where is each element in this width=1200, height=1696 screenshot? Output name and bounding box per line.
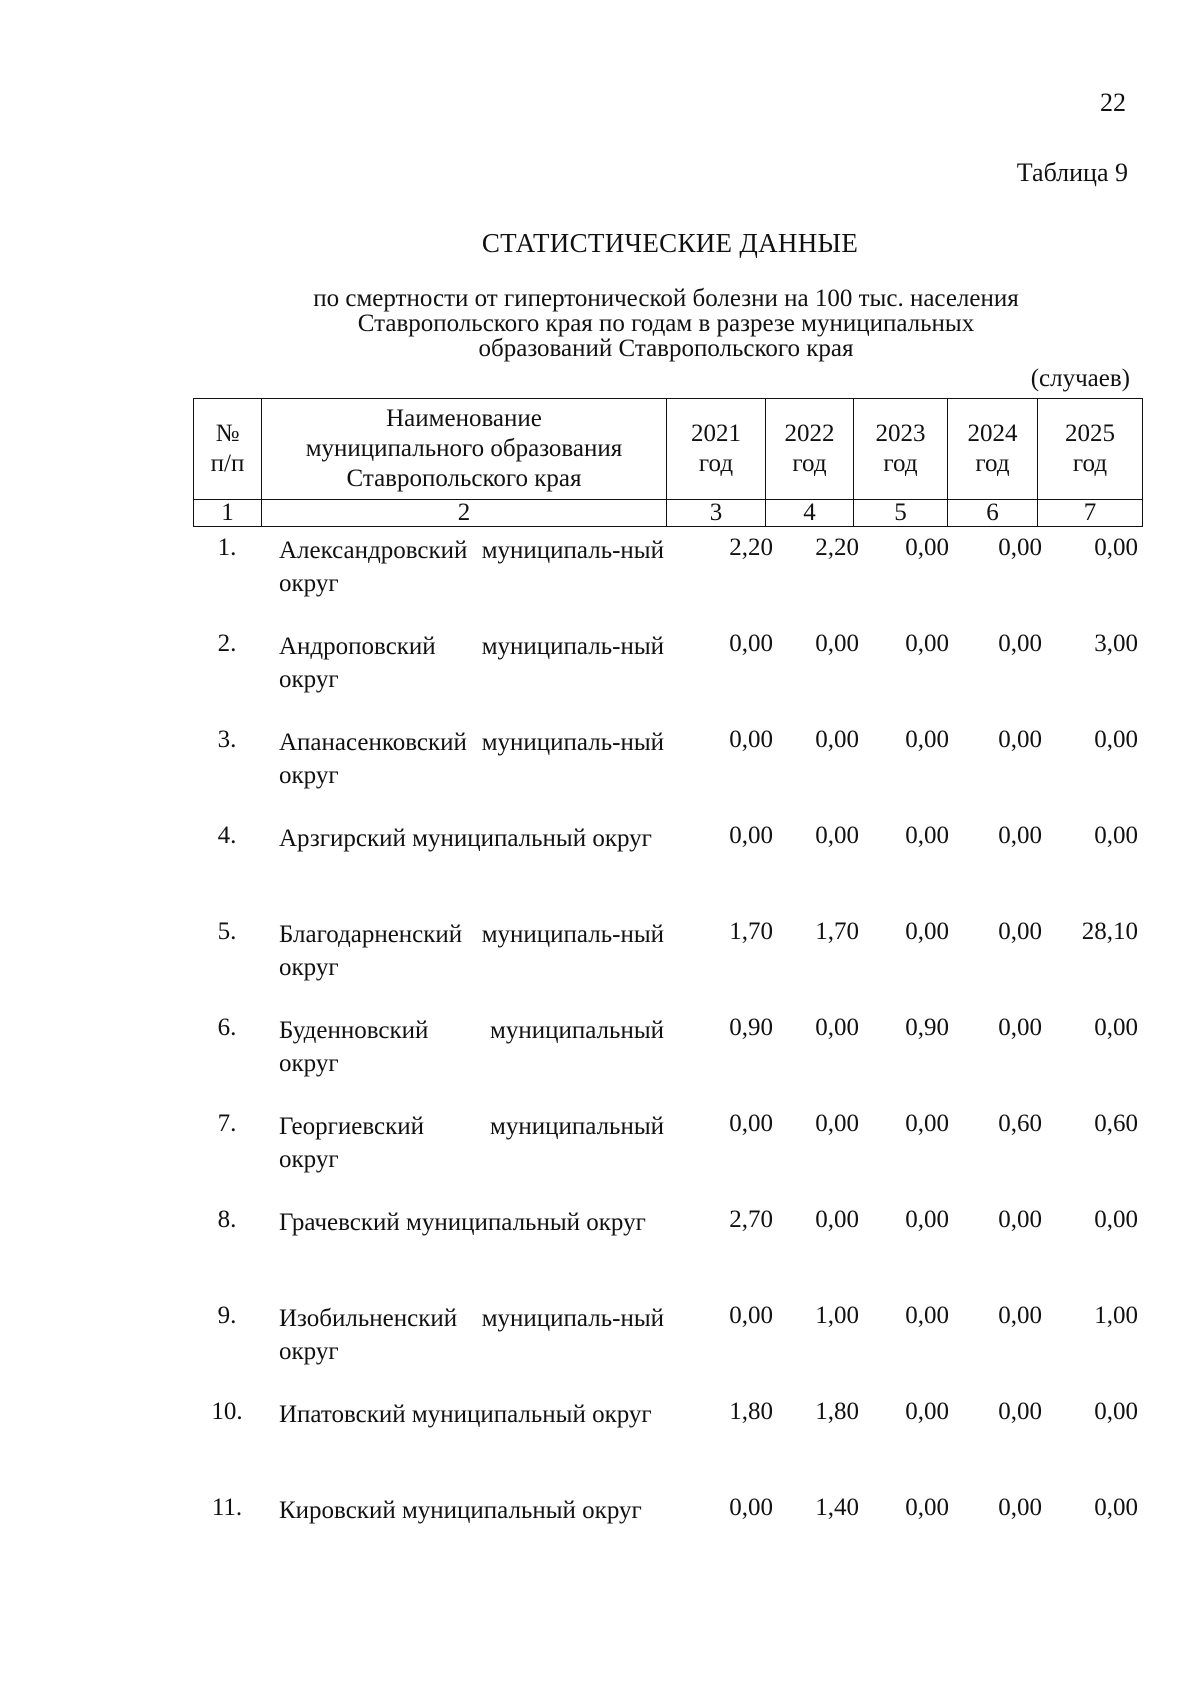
header-year-col: [1038, 399, 1143, 500]
value-2024: 0,00: [998, 630, 1042, 657]
subtitle-line: образований Ставропольского края: [478, 335, 854, 362]
municipality-name: Ипатовский муниципальный округ: [279, 1401, 652, 1428]
value-2021: 2,70: [729, 1206, 773, 1233]
value-2022: 0,00: [815, 1206, 859, 1233]
value-2025: 28,10: [1081, 918, 1138, 945]
value-2025: 0,60: [1094, 1110, 1138, 1137]
value-2021: 0,00: [729, 822, 773, 849]
value-2025: 0,00: [1094, 1014, 1138, 1041]
municipality-name: Апанасенковский муниципаль-ный округ: [279, 729, 664, 789]
value-2024: 0,60: [998, 1110, 1042, 1137]
table-header: [193, 398, 1143, 527]
row-number: 2.: [217, 630, 237, 657]
row-number: 11.: [211, 1494, 243, 1521]
row-number: 5.: [217, 918, 237, 945]
value-2022: 2,20: [815, 534, 859, 561]
table-row: [193, 630, 1142, 726]
header-text: 2023: [875, 420, 926, 447]
table-row: [193, 726, 1142, 822]
municipality-name: Кировский муниципальный округ: [279, 1497, 642, 1524]
value-2023: 0,00: [905, 1494, 949, 1521]
value-2021: 0,90: [729, 1014, 773, 1041]
table-body: [193, 534, 1142, 1590]
row-number: 7.: [217, 1110, 237, 1137]
subtitle-line: Ставропольского края по годам в разрезе муниципальных: [357, 310, 975, 337]
value-2025: 0,00: [1094, 1494, 1138, 1521]
column-number: 1: [194, 500, 262, 527]
table-row: [193, 1302, 1142, 1398]
value-2022: 0,00: [815, 726, 859, 753]
value-2022: 1,40: [815, 1494, 859, 1521]
row-number: 1.: [217, 534, 237, 561]
value-2022: 0,00: [815, 822, 859, 849]
header-num-col: [194, 399, 262, 500]
header-text: год: [1072, 450, 1108, 477]
value-2024: 0,00: [998, 1398, 1042, 1425]
municipality-name: Грачевский муниципальный округ: [279, 1209, 646, 1236]
value-2021: 0,00: [729, 1302, 773, 1329]
header-text: год: [883, 450, 918, 477]
table-label: Таблица 9: [1016, 158, 1128, 187]
header-text: муниципального образования: [305, 435, 623, 462]
value-2023: 0,00: [905, 534, 949, 561]
subtitle-line: по смертности от гипертонической болезни на 100 тыс. населения: [313, 285, 1019, 312]
column-number: 7: [1038, 500, 1143, 527]
value-2025: 0,00: [1094, 726, 1138, 753]
value-2024: 0,00: [998, 1494, 1042, 1521]
table-row: [193, 1110, 1142, 1206]
document-title: СТАТИСТИЧЕСКИЕ ДАННЫЕ: [481, 228, 859, 258]
value-2025: 0,00: [1094, 822, 1138, 849]
value-2021: 1,70: [729, 918, 773, 945]
header-year-col: [667, 399, 766, 500]
value-2022: 0,00: [815, 1014, 859, 1041]
value-2024: 0,00: [998, 822, 1042, 849]
municipality-name: Арзгирский муниципальный округ: [279, 825, 652, 852]
value-2024: 0,00: [998, 534, 1042, 561]
column-number: 3: [667, 500, 766, 527]
header-text: п/п: [210, 450, 245, 477]
header-name-col: [262, 399, 667, 500]
header-text: 2022: [784, 420, 835, 447]
header-text: Наименование: [386, 405, 542, 432]
table-row: [193, 1398, 1142, 1494]
municipality-name: Благодарненский муниципаль-ный округ: [279, 921, 664, 981]
header-year-col: [854, 399, 948, 500]
value-2025: 1,00: [1094, 1302, 1138, 1329]
municipality-name: Георгиевский муниципальный округ: [279, 1113, 664, 1173]
value-2023: 0,00: [905, 1302, 949, 1329]
header-year-col: [766, 399, 854, 500]
row-number: 10.: [211, 1398, 243, 1425]
value-2025: 0,00: [1094, 1398, 1138, 1425]
value-2023: 0,00: [905, 1206, 949, 1233]
municipality-name: Изобильненский муниципаль-ный округ: [279, 1305, 664, 1365]
header-text: №: [215, 420, 240, 447]
value-2021: 0,00: [729, 726, 773, 753]
value-2022: 0,00: [815, 1110, 859, 1137]
header-year-col: [948, 399, 1038, 500]
row-number: 3.: [217, 726, 237, 753]
value-2021: 0,00: [729, 1110, 773, 1137]
value-2024: 0,00: [998, 1014, 1042, 1041]
header-text: Ставропольского края: [346, 465, 582, 492]
column-number: 5: [854, 500, 948, 527]
value-2021: 0,00: [729, 630, 773, 657]
header-text: год: [975, 450, 1010, 477]
value-2023: 0,00: [905, 1398, 949, 1425]
value-2023: 0,00: [905, 1110, 949, 1137]
header-text: год: [698, 450, 734, 477]
value-2021: 0,00: [729, 1494, 773, 1521]
value-2023: 0,00: [905, 630, 949, 657]
value-2022: 1,00: [815, 1302, 859, 1329]
value-2021: 2,20: [729, 534, 773, 561]
document-subtitle: [250, 286, 1082, 361]
row-number: 8.: [217, 1206, 237, 1233]
page-number: 22: [1100, 88, 1126, 117]
table-row: [193, 534, 1142, 630]
table-row: [193, 918, 1142, 1014]
value-2024: 0,00: [998, 1302, 1042, 1329]
table-row: [193, 1494, 1142, 1590]
value-2024: 0,00: [998, 726, 1042, 753]
value-2022: 0,00: [815, 630, 859, 657]
row-number: 6.: [217, 1014, 237, 1041]
table-row: [193, 1014, 1142, 1110]
value-2024: 0,00: [998, 918, 1042, 945]
units-note: (случаев): [1030, 365, 1130, 392]
header-text: 2025: [1065, 420, 1115, 447]
column-number: 2: [262, 500, 667, 527]
table-row: [193, 822, 1142, 918]
municipality-name: Буденновский муниципальный округ: [279, 1017, 664, 1077]
column-number: 4: [766, 500, 854, 527]
municipality-name: Александровский муниципаль-ный округ: [279, 537, 664, 597]
value-2023: 0,00: [905, 822, 949, 849]
column-number: 6: [948, 500, 1038, 527]
header-text: 2021: [691, 420, 741, 447]
row-number: 4.: [217, 822, 237, 849]
row-number: 9.: [217, 1302, 237, 1329]
value-2025: 0,00: [1094, 534, 1138, 561]
value-2024: 0,00: [998, 1206, 1042, 1233]
value-2021: 1,80: [729, 1398, 773, 1425]
value-2022: 1,70: [815, 918, 859, 945]
value-2023: 0,00: [905, 726, 949, 753]
municipality-name: Андроповский муниципаль-ный округ: [279, 633, 664, 693]
header-text: год: [792, 450, 827, 477]
value-2025: 0,00: [1094, 1206, 1138, 1233]
value-2023: 0,90: [905, 1014, 949, 1041]
value-2023: 0,00: [905, 918, 949, 945]
header-text: 2024: [967, 420, 1018, 447]
table-row: [193, 1206, 1142, 1302]
value-2022: 1,80: [815, 1398, 859, 1425]
value-2025: 3,00: [1094, 630, 1138, 657]
